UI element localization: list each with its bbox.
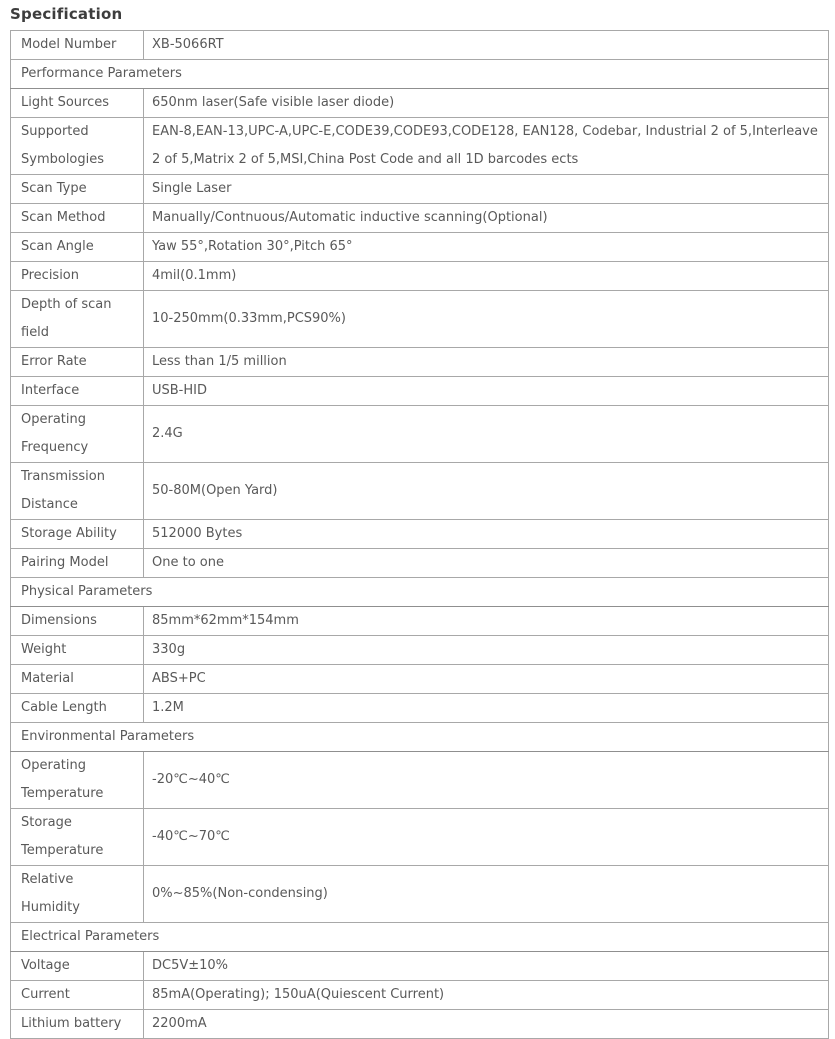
table-row <box>11 348 829 377</box>
section-header-label: Performance Parameters <box>11 60 829 89</box>
spec-label-cell: Scan Type <box>11 175 144 204</box>
table-row <box>11 463 829 520</box>
spec-value-cell: -40℃~70℃ <box>144 809 829 866</box>
spec-label-cell: Material <box>11 665 144 694</box>
spec-label-cell: Weight <box>11 636 144 665</box>
spec-label-cell: Light Sources <box>11 89 144 118</box>
spec-value-cell: 85mm*62mm*154mm <box>144 607 829 636</box>
spec-label-cell: Depth of scan field <box>11 291 144 348</box>
spec-label-cell: Current <box>11 981 144 1010</box>
table-row <box>11 262 829 291</box>
spec-label-cell: Dimensions <box>11 607 144 636</box>
spec-label-cell: Storage Temperature <box>11 809 144 866</box>
section-header-label: Physical Parameters <box>11 578 829 607</box>
spec-value-cell: 1.2M <box>144 694 829 723</box>
section-header-row <box>11 923 829 952</box>
spec-table-body <box>11 31 829 1039</box>
section-header-label: Electrical Parameters <box>11 923 829 952</box>
table-row <box>11 981 829 1010</box>
table-row <box>11 233 829 262</box>
spec-value-cell: 2.4G <box>144 406 829 463</box>
table-row <box>11 636 829 665</box>
spec-label-cell: Cable Length <box>11 694 144 723</box>
spec-label-cell: Operating Frequency <box>11 406 144 463</box>
spec-label-cell: Operating Temperature <box>11 752 144 809</box>
page-title: Specification <box>10 5 123 23</box>
spec-label-cell: Interface <box>11 377 144 406</box>
table-row <box>11 809 829 866</box>
spec-value-cell: XB-5066RT <box>144 31 829 60</box>
spec-value-cell: 10-250mm(0.33mm,PCS90%) <box>144 291 829 348</box>
spec-label-cell: Pairing Model <box>11 549 144 578</box>
spec-value-cell: 50-80M(Open Yard) <box>144 463 829 520</box>
spec-label-cell: Precision <box>11 262 144 291</box>
spec-value-cell: Manually/Contnuous/Automatic inductive scanning(Optional) <box>144 204 829 233</box>
spec-label-cell: Error Rate <box>11 348 144 377</box>
spec-label-cell: Voltage <box>11 952 144 981</box>
spec-value-cell: Yaw 55°,Rotation 30°,Pitch 65° <box>144 233 829 262</box>
table-row <box>11 377 829 406</box>
spec-value-cell: DC5V±10% <box>144 952 829 981</box>
spec-value-cell: -20℃~40℃ <box>144 752 829 809</box>
table-row <box>11 866 829 923</box>
table-row <box>11 752 829 809</box>
table-row <box>11 31 829 60</box>
section-header-label: Environmental Parameters <box>11 723 829 752</box>
table-row <box>11 694 829 723</box>
spec-label-cell: Relative Humidity <box>11 866 144 923</box>
section-header-row <box>11 60 829 89</box>
table-row <box>11 291 829 348</box>
spec-value-cell: ABS+PC <box>144 665 829 694</box>
specification-table <box>10 30 829 1039</box>
spec-label-cell: Scan Angle <box>11 233 144 262</box>
spec-value-cell: One to one <box>144 549 829 578</box>
section-header-row <box>11 578 829 607</box>
spec-value-cell: EAN-8,EAN-13,UPC-A,UPC-E,CODE39,CODE93,CODE128, EAN128, Codebar, Industrial 2 of 5,Interleave 2 of 5,Matrix 2 of 5,MSI,China Post Code and all 1D barcodes ects <box>144 118 829 175</box>
spec-value-cell: 4mil(0.1mm) <box>144 262 829 291</box>
table-row <box>11 952 829 981</box>
spec-value-cell: USB-HID <box>144 377 829 406</box>
spec-label-cell: Storage Ability <box>11 520 144 549</box>
spec-label-cell: Model Number <box>11 31 144 60</box>
spec-value-cell: 512000 Bytes <box>144 520 829 549</box>
table-row <box>11 118 829 175</box>
spec-value-cell: 0%~85%(Non-condensing) <box>144 866 829 923</box>
table-row <box>11 175 829 204</box>
table-row <box>11 520 829 549</box>
spec-label-cell: Scan Method <box>11 204 144 233</box>
table-row <box>11 89 829 118</box>
spec-value-cell: 650nm laser(Safe visible laser diode) <box>144 89 829 118</box>
spec-label-cell: Supported Symbologies <box>11 118 144 175</box>
table-row <box>11 607 829 636</box>
table-row <box>11 549 829 578</box>
spec-value-cell: Single Laser <box>144 175 829 204</box>
table-row <box>11 665 829 694</box>
spec-value-cell: 2200mA <box>144 1010 829 1039</box>
table-row <box>11 204 829 233</box>
spec-label-cell: Transmission Distance <box>11 463 144 520</box>
spec-value-cell: 85mA(Operating); 150uA(Quiescent Current) <box>144 981 829 1010</box>
section-header-row <box>11 723 829 752</box>
table-row <box>11 1010 829 1039</box>
spec-label-cell: Lithium battery <box>11 1010 144 1039</box>
table-row <box>11 406 829 463</box>
spec-value-cell: Less than 1/5 million <box>144 348 829 377</box>
spec-value-cell: 330g <box>144 636 829 665</box>
